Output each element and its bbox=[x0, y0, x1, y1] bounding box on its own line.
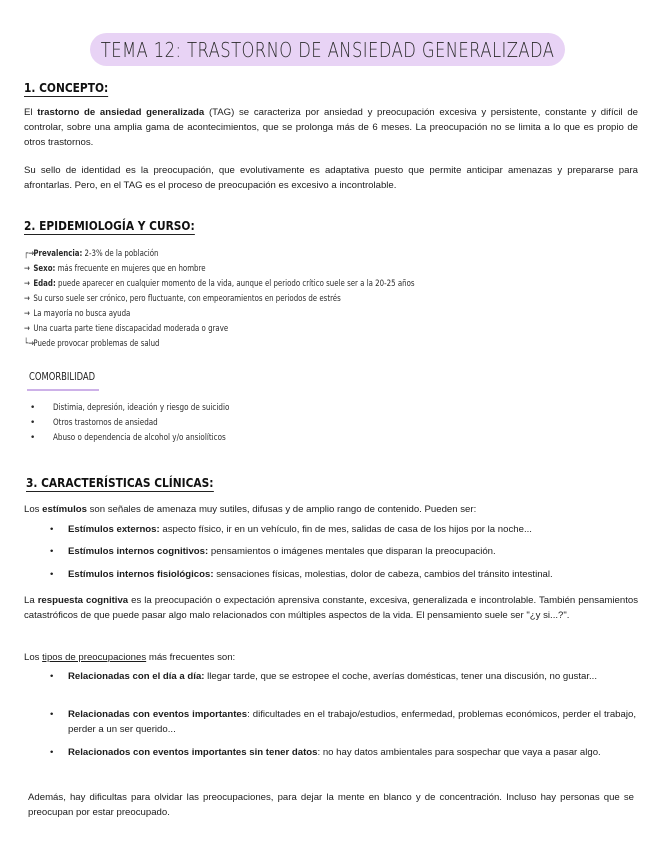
epi-item: └→Puede provocar problemas de salud bbox=[24, 339, 160, 349]
page-title: TEMA 12: TRASTORNO DE ANSIEDAD GENERALIZADA bbox=[100, 37, 555, 62]
comorbidity-heading: COMORBILIDAD bbox=[29, 371, 96, 383]
concept-paragraph-2: Su sello de identidad es la preocupación, que evolutivamente es adaptativa puesto que permite anticipar amenazas y prepararse para afrontarlas. Pero, en el TAG es el proceso de preocupación es excesivo a incontrolable. bbox=[24, 165, 638, 191]
worry-type-item: • Relacionados con eventos importantes sin tener datos: no hay datos ambientales para sospechar que vaya a pasar algo. bbox=[50, 747, 601, 758]
comorbidity-item: • Abuso o dependencia de alcohol y/o ansiolíticos bbox=[30, 433, 226, 443]
epi-item: ┌→Prevalencia: 2-3% de la población bbox=[24, 249, 159, 259]
epi-item: → Sexo: más frecuente en mujeres que en hombre bbox=[24, 264, 206, 274]
cognitive-response-paragraph: La respuesta cognitiva es la preocupación o expectación aprensiva constante, excesiva, generalizada e incontrolable. También pensamientos catastróficos de que puede pasar algo malo relacionados con múltiples aspectos de la vida. El pensamiento suele ser "¿y si...?". bbox=[24, 595, 638, 621]
stimulus-item: • Estímulos internos fisiológicos: sensaciones físicas, molestias, dolor de cabeza, cambios del tránsito intestinal. bbox=[50, 569, 553, 580]
epi-item: → Una cuarta parte tiene discapacidad moderada o grave bbox=[24, 324, 229, 334]
worry-types-intro: Los tipos de preocupaciones más frecuentes son: bbox=[24, 652, 236, 663]
stimuli-intro: Los estímulos son señales de amenaza muy sutiles, difusas y de amplio rango de contenido. Pueden ser: bbox=[24, 504, 477, 515]
worry-type-item: • Relacionadas con eventos importantes: dificultades en el trabajo/estudios, enfermedad, problemas económicos, perder el trabajo, perder a un ser querido... bbox=[50, 709, 636, 735]
section-2-heading: 2. EPIDEMIOLOGÍA Y CURSO: bbox=[24, 218, 195, 233]
epi-item: → Su curso suele ser crónico, pero fluctuante, con empeoramientos en periodos de estrés bbox=[24, 294, 341, 304]
epi-item: → La mayoría no busca ayuda bbox=[24, 309, 131, 319]
section-1-heading: 1. CONCEPTO: bbox=[24, 80, 109, 95]
worry-type-item: • Relacionadas con el día a día: llegar tarde, que se estropee el coche, averías domésticas, tener una discusión, no gustar... bbox=[50, 671, 598, 682]
title-banner bbox=[90, 33, 565, 66]
comorbidity-item: • Distimia, depresión, ideación y riesgo de suicidio bbox=[30, 403, 230, 413]
stimulus-item: • Estímulos internos cognitivos: pensamientos o imágenes mentales que disparan la preocupación. bbox=[50, 546, 496, 557]
comorbidity-underline bbox=[27, 389, 99, 391]
closing-paragraph: Además, hay dificultas para olvidar las preocupaciones, para dejar la mente en blanco y de concentración. Incluso hay personas que se preocupan por estar preocupado. bbox=[28, 792, 634, 818]
stimulus-item: • Estímulos externos: aspecto físico, ir en un vehículo, fin de mes, salidas de casa de los hijos por la noche... bbox=[50, 524, 532, 535]
epi-item: → Edad: puede aparecer en cualquier momento de la vida, aunque el periodo crítico suele ser a la 20-25 años bbox=[24, 279, 415, 289]
section-3-heading: 3. CARACTERÍSTICAS CLÍNICAS: bbox=[26, 475, 214, 490]
comorbidity-item: • Otros trastornos de ansiedad bbox=[30, 418, 158, 428]
concept-paragraph-1: El trastorno de ansiedad generalizada (TAG) se caracteriza por ansiedad y preocupación excesiva y persistente, constante y difícil de controlar, sobre una amplia gama de acontecimientos, que se prolonga más de 6 meses. La preocupación no se limita a lo que es propio de otros trastornos. bbox=[24, 107, 639, 148]
